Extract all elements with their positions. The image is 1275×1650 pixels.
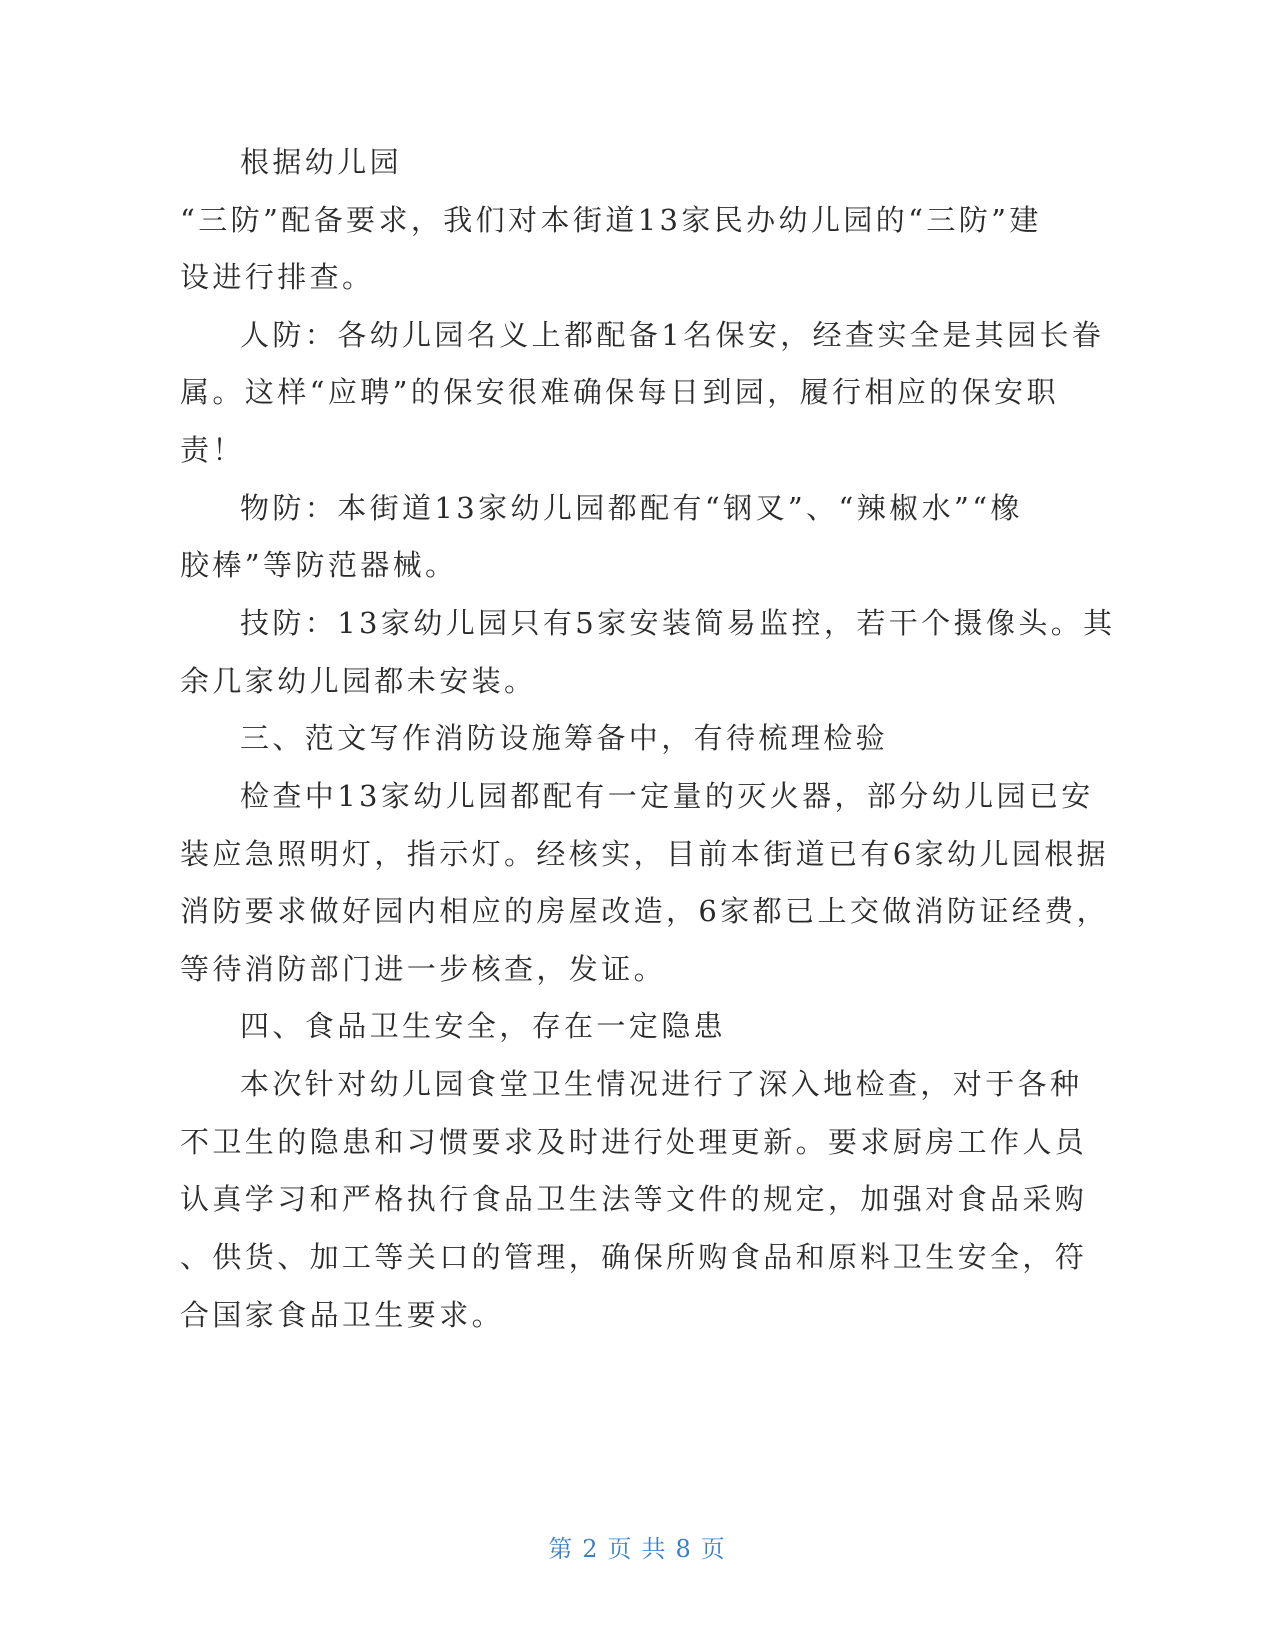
paragraph-line: 不卫生的隐患和习惯要求及时进行处理更新。要求厨房工作人员 bbox=[180, 1125, 1088, 1159]
section-heading: 三、范文写作消防设施筹备中，有待梳理检验 bbox=[240, 721, 889, 755]
paragraph-line: 本次针对幼儿园食堂卫生情况进行了深入地检查，对于各种 bbox=[240, 1067, 1083, 1101]
paragraph-line: 根据幼儿园 bbox=[240, 145, 403, 179]
footer-current-page: 2 bbox=[582, 1535, 600, 1563]
paragraph-line: 等待消防部门进一步核查，发证。 bbox=[180, 952, 667, 986]
paragraph-line: 消防要求做好园内相应的房屋改造，6家都已上交做消防证经费， bbox=[180, 894, 1110, 928]
paragraph-line: “三防”配备要求，我们对本街道13家民办幼儿园的“三防”建 bbox=[180, 203, 1042, 237]
paragraph-line: 设进行排查。 bbox=[180, 260, 375, 294]
footer-label-page: 第 bbox=[548, 1535, 575, 1563]
paragraph-line: 余几家幼儿园都未安装。 bbox=[180, 664, 537, 698]
paragraph-line: 合国家食品卫生要求。 bbox=[180, 1298, 505, 1332]
paragraph-line: 装应急照明灯，指示灯。经核实，目前本街道已有6家幼儿园根据 bbox=[180, 837, 1110, 871]
paragraph-line: 物防：本街道13家幼儿园都配有“钢叉”、“辣椒水”“橡 bbox=[240, 491, 1023, 525]
paragraph-line: 检查中13家幼儿园都配有一定量的灭火器，部分幼儿园已安 bbox=[240, 779, 1094, 813]
paragraph-line: 、供货、加工等关口的管理，确保所购食品和原料卫生安全，符 bbox=[180, 1240, 1088, 1274]
paragraph-line: 属。这样“应聘”的保安很难确保每日到园，履行相应的保安职 bbox=[180, 375, 1059, 409]
section-heading: 四、食品卫生安全，存在一定隐患 bbox=[240, 1009, 727, 1043]
footer-label-total: 共 bbox=[641, 1535, 668, 1563]
paragraph-line: 技防：13家幼儿园只有5家安装简易监控，若干个摄像头。其 bbox=[240, 606, 1116, 640]
paragraph-line: 认真学习和严格执行食品卫生法等文件的规定，加强对食品采购 bbox=[180, 1182, 1088, 1216]
footer-total-pages: 8 bbox=[675, 1535, 693, 1563]
footer-label-page-unit: 页 bbox=[607, 1535, 634, 1563]
paragraph-line: 责！ bbox=[180, 433, 245, 467]
paragraph-line: 人防：各幼儿园名义上都配备1名保安，经查实全是其园长眷 bbox=[240, 318, 1105, 352]
page-number-footer bbox=[0, 1529, 1275, 1564]
footer-label-total-unit: 页 bbox=[700, 1535, 727, 1563]
paragraph-line: 胶棒”等防范器械。 bbox=[180, 548, 458, 582]
